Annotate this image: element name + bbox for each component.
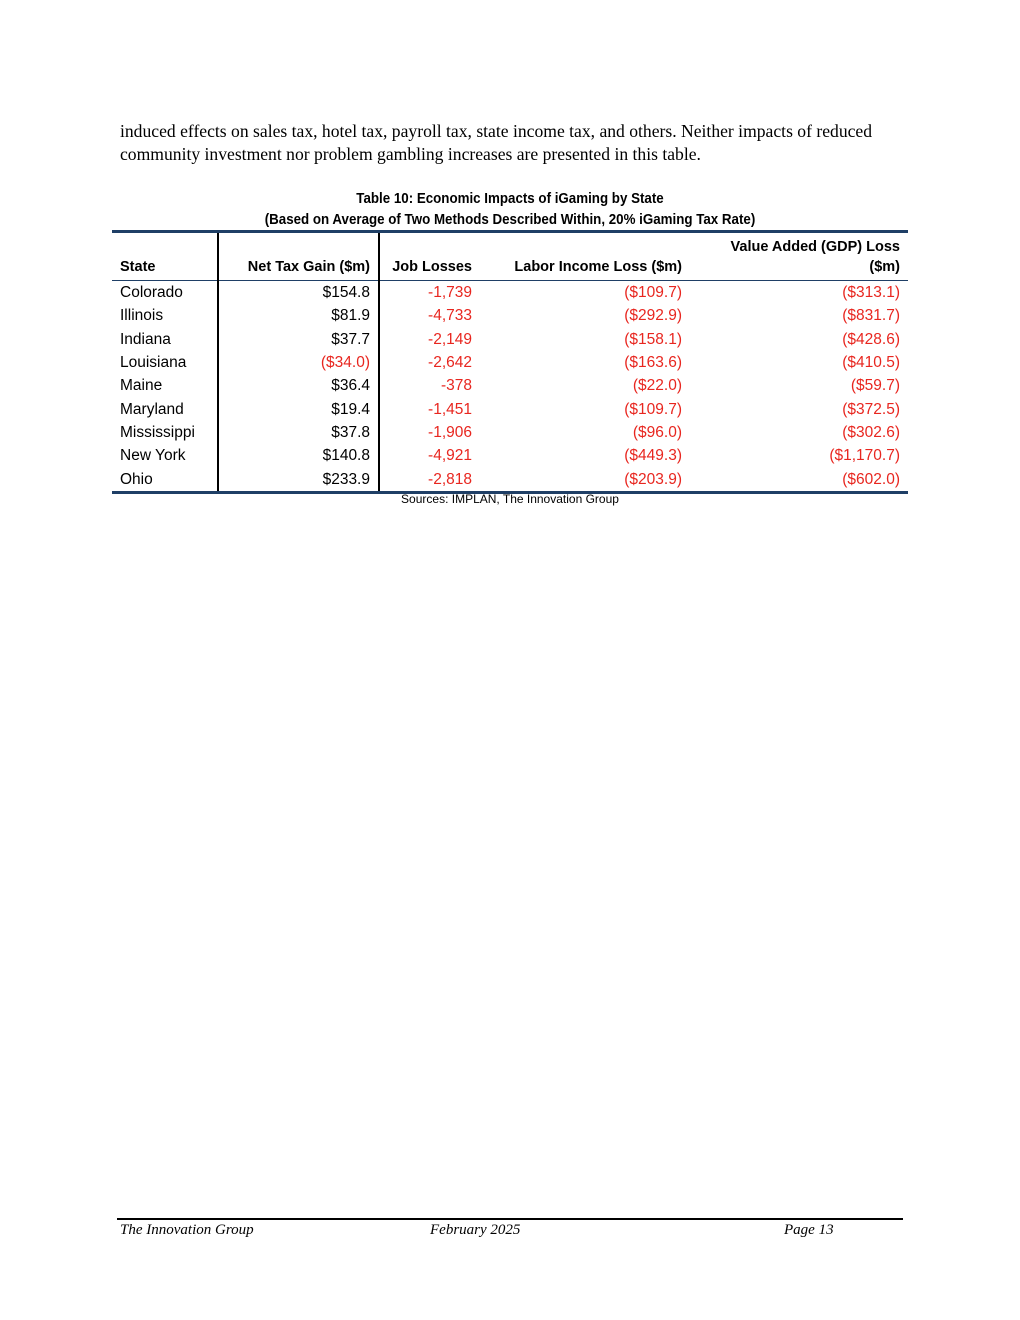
table-row <box>112 351 908 374</box>
table-row <box>112 281 908 305</box>
cell-labor-income-loss: ($109.7) <box>624 400 682 418</box>
cell-value-added-loss: ($59.7) <box>850 377 900 395</box>
table-row <box>112 374 908 397</box>
cell-job-losses: -4,921 <box>428 447 472 465</box>
cell-state: Illinois <box>112 304 218 327</box>
header-value-added-loss <box>690 232 908 281</box>
header-gdp-line2: ($m) <box>869 259 900 275</box>
cell-job-losses: -2,642 <box>428 354 472 372</box>
cell-net-tax-gain: $233.9 <box>218 467 379 492</box>
header-job-losses: Job Losses <box>379 232 480 281</box>
footer-page-number: Page 13 <box>784 1222 834 1238</box>
cell-value-added-loss: ($313.1) <box>842 284 900 302</box>
table-row <box>112 397 908 420</box>
cell-value-added-loss: ($602.0) <box>690 467 908 492</box>
cell-job-losses: -2,818 <box>379 467 480 492</box>
body-paragraph: induced effects on sales tax, hotel tax, payroll tax, state income tax, and others. Neither impacts of reduced community investment nor problem gambling increases are presented in this table. <box>120 121 873 164</box>
table-subtitle: (Based on Average of Two Methods Described Within, 20% iGaming Tax Rate) <box>264 212 756 228</box>
table-title: Table 10: Economic Impacts of iGaming by State <box>356 191 664 207</box>
header-net-tax-gain: Net Tax Gain ($m) <box>218 232 379 281</box>
cell-state: Maryland <box>112 397 218 420</box>
cell-state: Mississippi <box>112 421 218 444</box>
cell-labor-income-loss: ($109.7) <box>624 284 682 302</box>
cell-state: New York <box>112 444 218 467</box>
header-labor-income-loss: Labor Income Loss ($m) <box>480 232 690 281</box>
cell-net-tax-gain: $19.4 <box>218 397 379 420</box>
cell-labor-income-loss: ($449.3) <box>624 447 682 465</box>
cell-value-added-loss: ($1,170.7) <box>829 447 900 465</box>
cell-value-added-loss: ($372.5) <box>842 400 900 418</box>
header-gdp-line1: Value Added (GDP) Loss <box>730 239 900 255</box>
cell-state: Indiana <box>112 328 218 351</box>
cell-job-losses: -378 <box>440 377 472 395</box>
cell-job-losses: -1,739 <box>428 284 472 302</box>
cell-net-tax-gain: $37.7 <box>218 328 379 351</box>
cell-value-added-loss: ($410.5) <box>842 354 900 372</box>
cell-value-added-loss: ($831.7) <box>842 307 900 325</box>
cell-job-losses: -4,733 <box>428 307 472 325</box>
footer-date: February 2025 <box>430 1222 521 1238</box>
economic-impacts-table <box>112 230 908 494</box>
cell-net-tax-gain: $36.4 <box>218 374 379 397</box>
cell-state: Louisiana <box>112 351 218 374</box>
cell-net-tax-gain: $154.8 <box>218 281 379 305</box>
cell-value-added-loss: ($302.6) <box>842 423 900 441</box>
cell-labor-income-loss: ($292.9) <box>624 307 682 325</box>
table-row <box>112 328 908 351</box>
table-header-row <box>112 232 908 281</box>
cell-value-added-loss: ($428.6) <box>842 330 900 348</box>
footer-organization: The Innovation Group <box>120 1222 254 1238</box>
cell-job-losses: -1,451 <box>428 400 472 418</box>
table-body <box>112 281 908 493</box>
cell-labor-income-loss: ($163.6) <box>624 354 682 372</box>
cell-state: Ohio <box>112 467 218 492</box>
cell-labor-income-loss: ($203.9) <box>480 467 690 492</box>
cell-labor-income-loss: ($158.1) <box>624 330 682 348</box>
footer-divider <box>117 1218 903 1220</box>
table-row <box>112 421 908 444</box>
table-row <box>112 304 908 327</box>
cell-state: Maine <box>112 374 218 397</box>
cell-job-losses: -2,149 <box>428 330 472 348</box>
cell-state: Colorado <box>112 281 218 305</box>
cell-labor-income-loss: ($96.0) <box>632 423 682 441</box>
cell-net-tax-gain: $140.8 <box>218 444 379 467</box>
table-row <box>112 444 908 467</box>
table-sources: Sources: IMPLAN, The Innovation Group <box>401 492 619 506</box>
cell-labor-income-loss: ($22.0) <box>632 377 682 395</box>
cell-net-tax-gain: $37.8 <box>218 421 379 444</box>
table-row <box>112 467 908 492</box>
cell-net-tax-gain: ($34.0) <box>218 351 379 374</box>
cell-net-tax-gain: $81.9 <box>218 304 379 327</box>
header-state: State <box>112 232 218 281</box>
cell-job-losses: -1,906 <box>428 423 472 441</box>
